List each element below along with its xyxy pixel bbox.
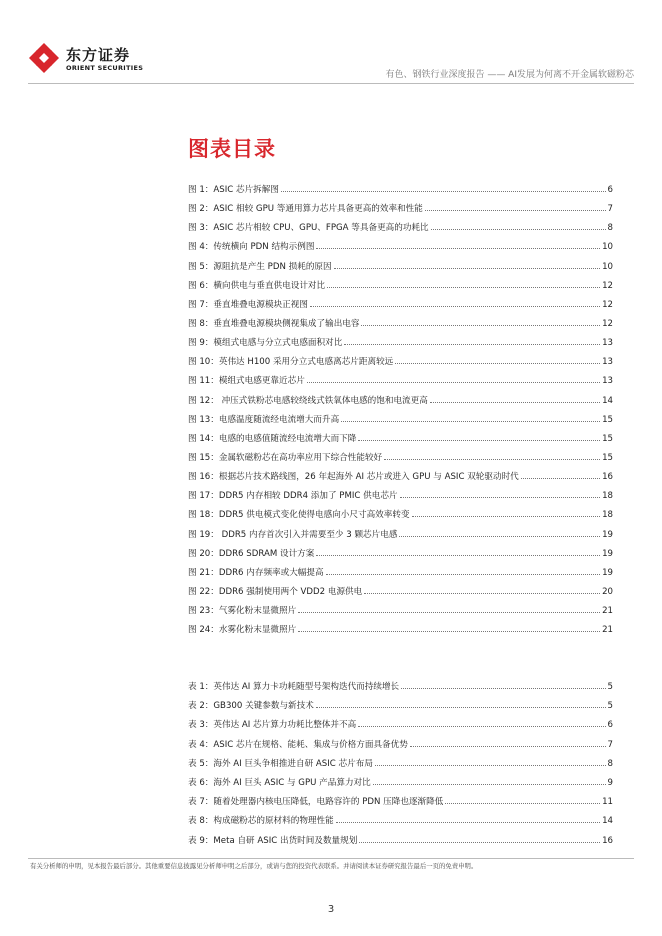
- dot-leader: [412, 516, 601, 517]
- table-entry[interactable]: [188, 812, 613, 831]
- table-entry[interactable]: [188, 774, 613, 793]
- dot-leader: [401, 688, 605, 689]
- figure-entry[interactable]: [188, 506, 613, 525]
- figure-entry[interactable]: [188, 392, 613, 411]
- entry-page: 21: [602, 606, 613, 617]
- page-number: 3: [327, 904, 335, 915]
- figure-entry[interactable]: [188, 411, 613, 430]
- figure-entry[interactable]: [188, 621, 613, 640]
- entry-page: 6: [607, 720, 613, 731]
- figure-entry[interactable]: [188, 583, 613, 602]
- dot-leader: [298, 631, 600, 632]
- dot-leader: [281, 191, 606, 192]
- dot-leader: [445, 803, 600, 804]
- dot-leader: [316, 248, 600, 249]
- figure-entry[interactable]: [188, 449, 613, 468]
- figure-list: [188, 181, 613, 640]
- figure-entry[interactable]: [188, 238, 613, 257]
- dot-leader: [373, 784, 606, 785]
- entry-page: 14: [602, 395, 613, 406]
- logo-english-name: ORIENT SECURITIES: [66, 64, 144, 72]
- figure-entry[interactable]: [188, 430, 613, 449]
- figure-entry[interactable]: [188, 372, 613, 391]
- toc-title: 图表目录: [188, 137, 276, 161]
- entry-label: 图 18：DDR5 供电模式变化使得电感向小尺寸高效率转变: [188, 510, 410, 521]
- header-divider: [28, 83, 634, 84]
- dot-leader: [400, 497, 601, 498]
- figure-entry[interactable]: [188, 200, 613, 219]
- entry-label: 图 22：DDR6 强制使用两个 VDD2 电源供电: [188, 586, 363, 597]
- entry-label: 表 1：英伟达 AI 算力卡功耗随型号架构迭代而持续增长: [188, 682, 400, 692]
- entry-label: 图 8：垂直堆叠电源模块侧视集成了输出电容: [188, 318, 360, 329]
- dot-leader: [316, 555, 600, 556]
- entry-label: 表 7：随着处理器内核电压降低，电路容许的 PDN 压降也逐渐降低: [188, 797, 444, 808]
- entry-page: 11: [602, 797, 613, 808]
- entry-page: 15: [602, 433, 613, 444]
- logo-chinese-name: 东方证券: [66, 46, 131, 64]
- entry-page: 18: [602, 491, 613, 502]
- figure-entry[interactable]: [188, 277, 613, 296]
- footer-disclaimer: 有关分析师的申明，见本报告最后部分。其他重要信息披露见分析师申明之后部分，或请与您的投资代表联系。并请阅读本证券研究报告最后一页的免责申明。: [30, 862, 478, 870]
- entry-page: 5: [607, 682, 613, 692]
- entry-label: 图 1：ASIC 芯片拆解图: [188, 185, 279, 195]
- table-entry[interactable]: [188, 716, 613, 735]
- entry-page: 16: [602, 472, 613, 483]
- footer-divider: [28, 858, 634, 859]
- dot-leader: [395, 363, 600, 364]
- entry-label: 图 17：DDR5 内存相较 DDR4 添加了 PMIC 供电芯片: [188, 491, 398, 502]
- dot-leader: [364, 593, 600, 594]
- entry-page: 8: [607, 758, 613, 769]
- figure-entry[interactable]: [188, 468, 613, 487]
- table-entry[interactable]: [188, 793, 613, 812]
- entry-label: 图 21：DDR6 内存频率或大幅提高: [188, 567, 324, 578]
- entry-page: 13: [602, 376, 613, 387]
- figure-entry[interactable]: [188, 487, 613, 506]
- table-entry[interactable]: [188, 678, 613, 697]
- figure-entry[interactable]: [188, 564, 613, 583]
- entry-label: 图 9：模组式电感与分立式电感面积对比: [188, 338, 343, 349]
- dot-leader: [310, 306, 600, 307]
- dot-leader: [298, 612, 600, 613]
- dot-leader: [521, 478, 600, 479]
- entry-label: 图 5：源阻抗是产生 PDN 损耗的原因: [188, 261, 332, 272]
- entry-page: 19: [602, 567, 613, 578]
- entry-page: 12: [602, 299, 613, 310]
- entry-page: 15: [602, 414, 613, 425]
- figure-entry[interactable]: [188, 315, 613, 334]
- entry-page: 13: [602, 338, 613, 349]
- figure-entry[interactable]: [188, 526, 613, 545]
- dot-leader: [358, 726, 605, 727]
- dot-leader: [410, 746, 606, 747]
- entry-label: 图 7：垂直堆叠电源模块正视图: [188, 299, 308, 310]
- entry-label: 表 4：ASIC 芯片在规格、能耗、集成与价格方面具备优势: [188, 739, 408, 750]
- entry-label: 图 14：电感的电感值随流经电流增大而下降: [188, 433, 357, 444]
- entry-page: 13: [602, 357, 613, 368]
- dot-leader: [344, 344, 600, 345]
- entry-page: 7: [607, 739, 613, 750]
- dot-leader: [307, 382, 600, 383]
- entry-page: 7: [607, 204, 613, 215]
- entry-label: 图 11：模组式电感更靠近芯片: [188, 376, 305, 387]
- figure-entry[interactable]: [188, 219, 613, 238]
- figure-entry[interactable]: [188, 334, 613, 353]
- entry-label: 图 16：根据芯片技术路线图，26 年起海外 AI 芯片或进入 GPU 与 ASIC 双轮驱动时代: [188, 472, 519, 483]
- table-entry[interactable]: [188, 755, 613, 774]
- orient-securities-logo-icon: [28, 42, 60, 74]
- figure-entry[interactable]: [188, 602, 613, 621]
- figure-entry[interactable]: [188, 296, 613, 315]
- dot-leader: [399, 536, 600, 537]
- entry-label: 图 20：DDR6 SDRAM 设计方案: [188, 548, 315, 559]
- entry-label: 图 2：ASIC 相较 GPU 等通用算力芯片具备更高的效率和性能: [188, 204, 423, 215]
- entry-label: 图 3：ASIC 芯片相较 CPU、GPU、FPGA 等具备更高的功耗比: [188, 223, 429, 234]
- entry-label: 表 2：GB300 关键参数与新技术: [188, 701, 314, 712]
- dot-leader: [425, 210, 606, 211]
- dot-leader: [326, 574, 600, 575]
- figure-entry[interactable]: [188, 353, 613, 372]
- dot-leader: [336, 822, 600, 823]
- entry-page: 6: [607, 185, 613, 195]
- company-logo: [28, 40, 148, 80]
- entry-label: 图 4：传统横向 PDN 结构示例图: [188, 242, 315, 253]
- dot-leader: [341, 421, 600, 422]
- entry-page: 21: [602, 625, 613, 636]
- dot-leader: [361, 325, 600, 326]
- entry-label: 图 12： 冲压式铁粉芯电感较绕线式铁氧体电感的饱和电流更高: [188, 395, 428, 406]
- figure-entry[interactable]: [188, 181, 613, 200]
- entry-label: 表 5：海外 AI 巨头争相推进自研 ASIC 芯片布局: [188, 758, 373, 769]
- entry-page: 5: [607, 701, 613, 712]
- entry-page: 16: [602, 835, 613, 846]
- figure-entry[interactable]: [188, 545, 613, 564]
- dot-leader: [316, 707, 606, 708]
- entry-page: 18: [602, 510, 613, 521]
- entry-page: 10: [602, 261, 613, 272]
- entry-label: 图 19： DDR5 内存首次引入并需要至少 3 颗芯片电感: [188, 529, 398, 540]
- table-entry[interactable]: [188, 736, 613, 755]
- table-list: [188, 678, 613, 851]
- dot-leader: [375, 765, 606, 766]
- dot-leader: [327, 287, 600, 288]
- table-entry[interactable]: [188, 832, 613, 851]
- entry-label: 图 13：电感温度随流经电流增大而升高: [188, 414, 340, 425]
- entry-page: 14: [602, 816, 613, 827]
- dot-leader: [334, 268, 600, 269]
- figure-entry[interactable]: [188, 258, 613, 277]
- entry-page: 19: [602, 529, 613, 540]
- entry-page: 8: [607, 223, 613, 234]
- dot-leader: [358, 440, 600, 441]
- entry-label: 图 24：水雾化粉末显微照片: [188, 625, 297, 636]
- entry-label: 表 6：海外 AI 巨头 ASIC 与 GPU 产品算力对比: [188, 777, 371, 788]
- table-entry[interactable]: [188, 697, 613, 716]
- report-header-title: 有色、钢铁行业深度报告 —— AI发展为何离不开金属软磁粉芯: [385, 70, 634, 80]
- entry-label: 表 9：Meta 自研 ASIC 出货时间及数量规划: [188, 835, 358, 846]
- entry-page: 12: [602, 280, 613, 291]
- entry-page: 20: [602, 586, 613, 597]
- entry-label: 表 3：英伟达 AI 芯片算力功耗比整体并不高: [188, 720, 357, 731]
- entry-label: 表 8：构成磁粉芯的原材料的物理性能: [188, 816, 334, 827]
- entry-page: 10: [602, 242, 613, 253]
- entry-page: 19: [602, 548, 613, 559]
- entry-label: 图 10：英伟达 H100 采用分立式电感离芯片距离较远: [188, 357, 394, 368]
- dot-leader: [359, 842, 600, 843]
- dot-leader: [431, 229, 606, 230]
- entry-label: 图 6：横向供电与垂直供电设计对比: [188, 280, 326, 291]
- entry-label: 图 23：气雾化粉末显微照片: [188, 606, 297, 617]
- entry-page: 15: [602, 452, 613, 463]
- entry-page: 12: [602, 318, 613, 329]
- dot-leader: [384, 459, 600, 460]
- entry-page: 9: [607, 777, 613, 788]
- dot-leader: [430, 402, 600, 403]
- entry-label: 图 15：金属软磁粉芯在高功率应用下综合性能较好: [188, 452, 383, 463]
